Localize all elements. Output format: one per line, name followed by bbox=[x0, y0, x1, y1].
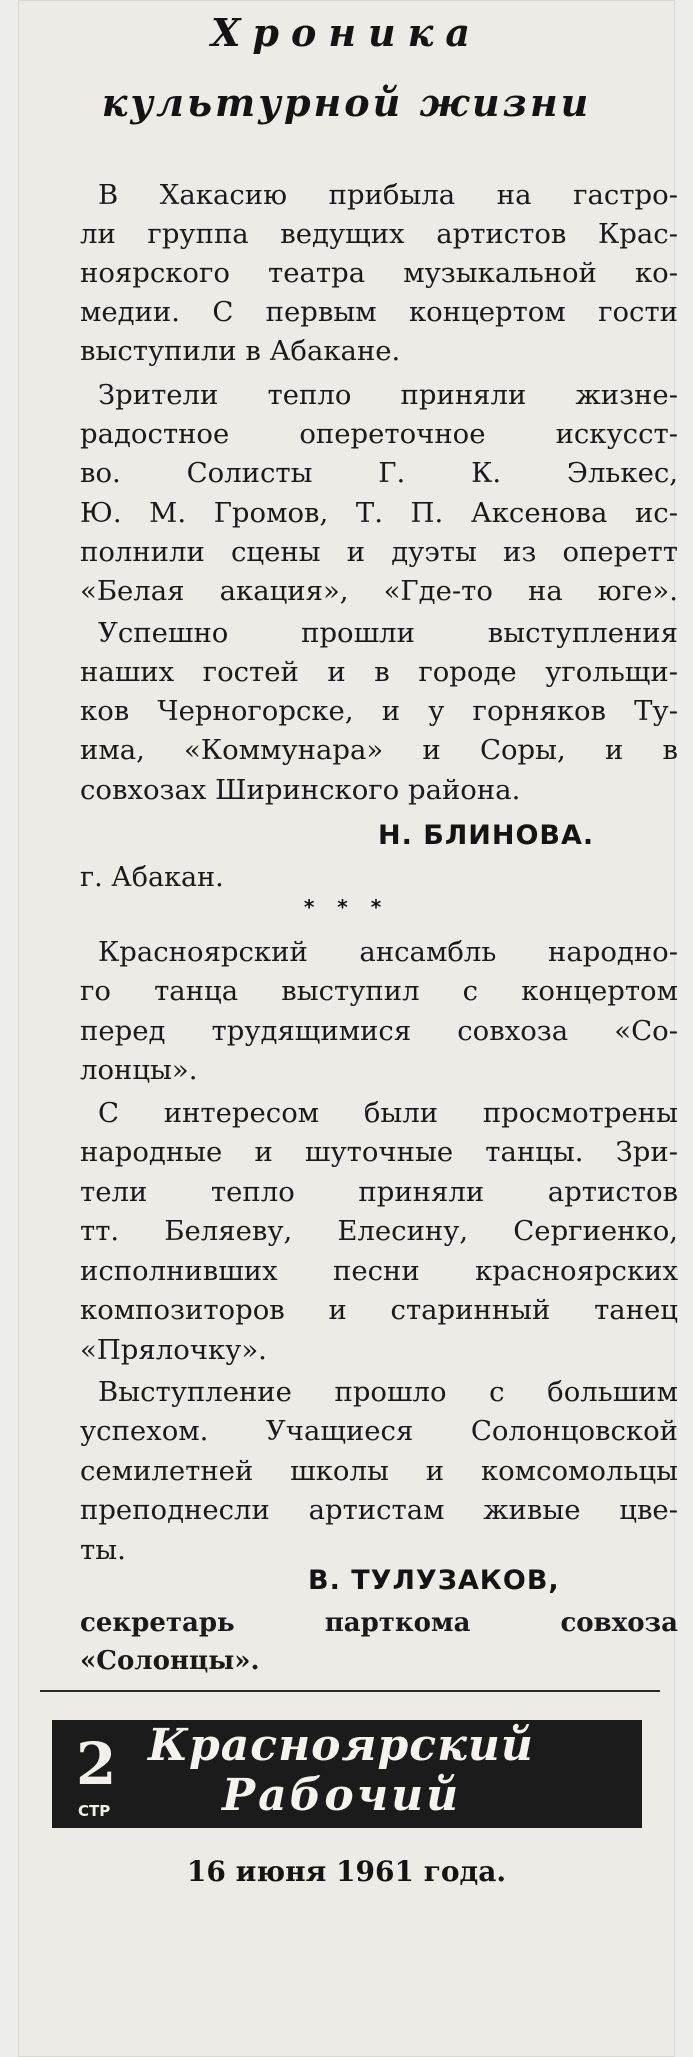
article1-line-3: ноярского театра музыкальной ко- bbox=[80, 257, 678, 289]
article1-author: Н. БЛИНОВА. bbox=[378, 820, 595, 851]
masthead-line-1: Красноярский bbox=[148, 1720, 534, 1771]
article2-line-4: лонцы». bbox=[80, 1054, 198, 1086]
page-number: 2 bbox=[76, 1730, 117, 1798]
article2-line-12: Выступление прошло с большим bbox=[98, 1376, 678, 1408]
article1-line-5: выступили в Абакане. bbox=[80, 335, 401, 367]
article2-line-8: тт. Беляеву, Елесину, Сергиенко, bbox=[80, 1215, 678, 1247]
article2-line-2: го танца выступил с концертом bbox=[80, 975, 678, 1007]
article1-line-13: наших гостей и в городе угольщи- bbox=[80, 656, 678, 688]
article1-line-8: во. Солисты Г. К. Элькес, bbox=[80, 457, 678, 489]
article1-line-2: ли группа ведущих артистов Крас- bbox=[80, 218, 678, 250]
masthead-line-2: Рабочий bbox=[222, 1770, 462, 1821]
divider-rule bbox=[40, 1690, 660, 1692]
article2-line-3: перед трудящимися совхоза «Со- bbox=[80, 1015, 678, 1047]
article1-place: г. Абакан. bbox=[80, 862, 224, 893]
article1-line-11: «Белая акация», «Где-то на юге». bbox=[80, 575, 678, 607]
article1-line-4: медии. С первым концертом гости bbox=[80, 296, 678, 328]
article2-line-5: С интересом были просмотрены bbox=[98, 1097, 678, 1129]
article2-line-15: преподнесли артистам живые цве- bbox=[80, 1494, 678, 1526]
article2-author: В. ТУЛУЗАКОВ, bbox=[308, 1565, 560, 1596]
article1-line-1: В Хакасию прибыла на гастро- bbox=[98, 179, 678, 211]
headline-line-1: Хроника bbox=[210, 10, 483, 55]
article1-line-10: полнили сцены и дуэты из оперетт bbox=[80, 536, 678, 568]
article2-line-6: народные и шуточные танцы. Зри- bbox=[80, 1136, 678, 1168]
issue-date: 16 июня 1961 года. bbox=[186, 1855, 507, 1888]
headline-line-2: культурной жизни bbox=[101, 80, 592, 125]
article2-line-11: «Прялочку». bbox=[80, 1334, 267, 1366]
newspaper-masthead-banner bbox=[52, 1720, 642, 1828]
article2-line-9: исполнивших песни красноярских bbox=[80, 1255, 678, 1287]
article2-line-16: ты. bbox=[80, 1534, 126, 1566]
page-abbreviation: СТР bbox=[78, 1802, 111, 1820]
article1-line-16: совхозах Ширинского района. bbox=[80, 774, 521, 806]
article2-author-title-2: «Солонцы». bbox=[80, 1646, 260, 1676]
article1-line-6: Зрители тепло приняли жизне- bbox=[98, 379, 678, 411]
article1-line-15: има, «Коммунара» и Соры, и в bbox=[80, 734, 678, 766]
article2-line-10: композиторов и старинный танец bbox=[80, 1294, 678, 1326]
newspaper-clipping bbox=[18, 0, 678, 2057]
article2-line-1: Красноярский ансамбль народно- bbox=[98, 936, 678, 968]
article1-line-9: Ю. М. Громов, Т. П. Аксенова ис- bbox=[80, 497, 678, 529]
article1-line-7: радостное опереточное искусст- bbox=[80, 418, 678, 450]
section-separator: * * * bbox=[303, 895, 390, 919]
article2-line-14: семилетней школы и комсомольцы bbox=[80, 1455, 678, 1487]
article2-line-13: успехом. Учащиеся Солонцовской bbox=[80, 1415, 678, 1447]
article2-line-7: тели тепло приняли артистов bbox=[80, 1176, 678, 1208]
article1-line-14: ков Черногорске, и у горняков Ту- bbox=[80, 695, 678, 727]
article1-line-12: Успешно прошли выступления bbox=[98, 617, 678, 649]
article2-author-title-1: секретарь парткома совхоза bbox=[80, 1608, 678, 1638]
